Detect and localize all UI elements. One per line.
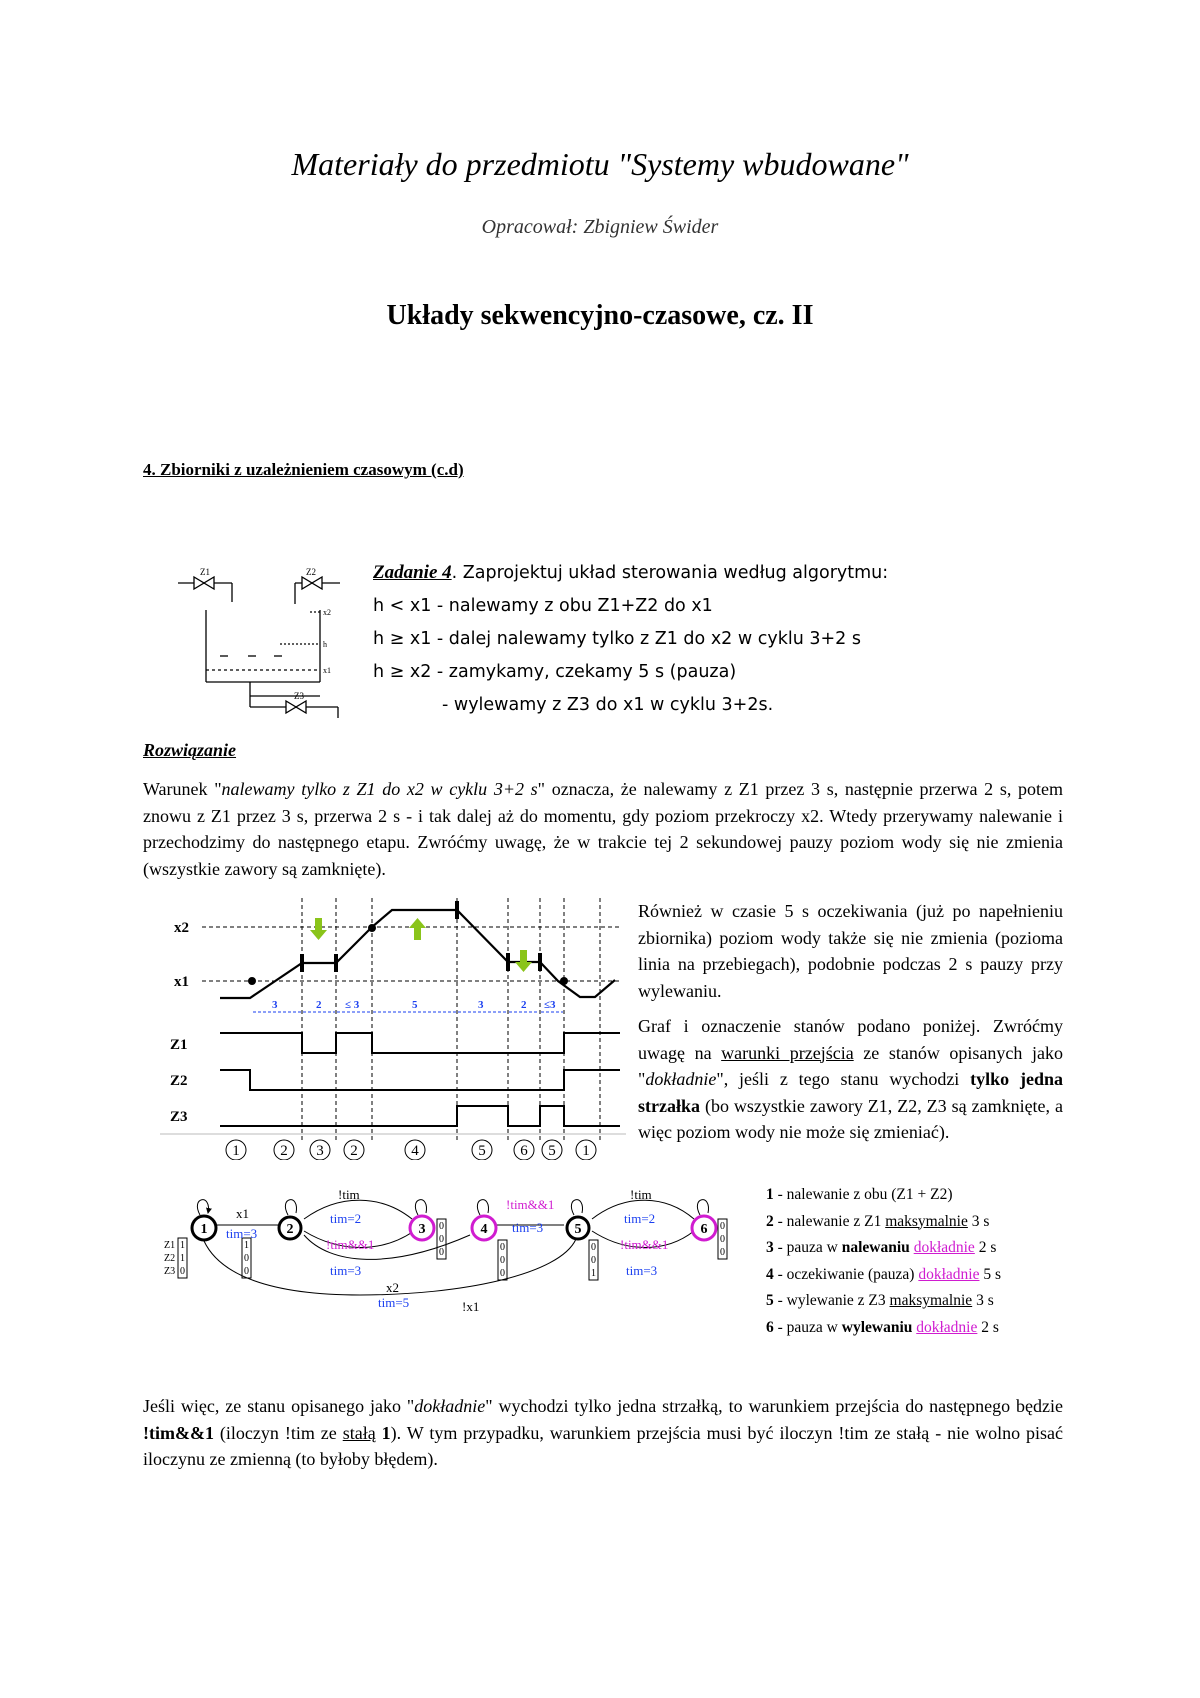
duration-label: ≤ 3 (345, 999, 360, 1011)
edge-label: tim=3 (626, 1263, 658, 1278)
state-marker: 5 (548, 1143, 556, 1159)
svg-text:0: 0 (180, 1266, 185, 1277)
svg-text:0: 0 (500, 1255, 505, 1266)
edge-label: tim=3 (226, 1226, 258, 1241)
edge-label: !tim&&1 (506, 1197, 555, 1212)
state-marker: 5 (478, 1143, 486, 1159)
legend-item-2: 2 - nalewanie z Z1 maksymalnie 3 s (766, 1212, 990, 1230)
section-title: 4. Zbiorniki z uzależnieniem czasowym (c.d) (143, 460, 464, 479)
svg-text:1: 1 (180, 1253, 185, 1264)
output-header: Z1 (164, 1240, 176, 1251)
svg-text:1: 1 (591, 1268, 596, 1279)
legend-item-5: 5 - wylewanie z Z3 maksymalnie 3 s (766, 1292, 994, 1309)
tank-label-h: h (323, 640, 327, 649)
document-title: Materiały do przedmiotu "Systemy wbudowane" (291, 146, 909, 182)
svg-text:0: 0 (439, 1247, 444, 1258)
legend (766, 1182, 1001, 1341)
duration-label: 3 (478, 999, 484, 1011)
svg-text:0: 0 (591, 1242, 596, 1253)
page-heading: Układy sekwencyjno-czasowe, cz. II (386, 300, 814, 331)
edge-label: !x1 (462, 1299, 480, 1314)
solution-label: Rozwiązanie (143, 740, 237, 760)
task-line-4: - wylewamy z Z3 do x1 w cyklu 3+2s. (442, 695, 774, 715)
svg-text:0: 0 (720, 1221, 725, 1232)
svg-text:1: 1 (244, 1240, 249, 1251)
output-header: Z2 (164, 1253, 176, 1264)
solution-paragraph-4: Jeśli więc, ze stanu opisanego jako "dokładnie" wychodzi tylko jedna strzałką, to warunkiem przejścia do następnego będzie !tim&&1 (iloczyn !tim ze stałą 1). W tym przypadku, warunkiem przejścia musi być iloczyn !tim ze stałą - nie wolno pisać iloczynu ze zmienną (to byłoby błędem). (143, 1396, 1063, 1469)
tank-label-z3: Z3 (294, 691, 304, 701)
svg-text:0: 0 (591, 1255, 596, 1266)
state-node-6: 6 (700, 1222, 708, 1237)
edge-label: !tim&&1 (326, 1237, 375, 1252)
state-node-4: 4 (480, 1222, 488, 1237)
tank-label-z1: Z1 (200, 567, 210, 577)
edge-label: tim=5 (378, 1295, 410, 1310)
signal-label-z2: Z2 (170, 1073, 188, 1089)
timing-diagram (160, 890, 630, 1160)
duration-label: 2 (521, 999, 527, 1011)
solution-paragraph-2: Również w czasie 5 s oczekiwania (już po napełnieniu zbiornika) poziom wody także się nie zmienia (pozioma linia na przebiegach), podobnie podczas 2 s pauzy przy wylewaniu. (638, 901, 1063, 1001)
state-node-2: 2 (286, 1222, 294, 1237)
svg-text:0: 0 (439, 1234, 444, 1245)
author-line: Opracował: Zbigniew Świder (481, 216, 719, 238)
task-label: Zadanie 4 (373, 562, 452, 583)
state-graph (160, 1185, 760, 1335)
edge-label: !tim&&1 (620, 1237, 669, 1252)
task-intro: Zadanie 4. Zaprojektuj układ sterowania według algorytmu: (373, 562, 889, 583)
edge-label: !tim (338, 1187, 360, 1202)
svg-text:0: 0 (720, 1234, 725, 1245)
legend-item-3: 3 - pauza w nalewaniu dokładnie 2 s (766, 1239, 997, 1256)
edge-label: x1 (236, 1206, 249, 1221)
duration-label: ≤3 (544, 999, 556, 1011)
duration-label: 5 (412, 999, 418, 1011)
edge-label: tim=3 (512, 1220, 544, 1235)
state-marker: 4 (411, 1143, 419, 1159)
svg-text:0: 0 (244, 1253, 249, 1264)
edge-label: !tim (630, 1187, 652, 1202)
conditions-link: warunki przejścia (721, 1042, 854, 1063)
tank-diagram (170, 560, 350, 730)
tank-label-x2: x2 (323, 608, 331, 617)
output-header: Z3 (164, 1266, 176, 1277)
tank-label-z2: Z2 (306, 567, 316, 577)
task-line-2: h ≥ x1 - dalej nalewamy tylko z Z1 do x2 w cyklu 3+2 s (373, 629, 861, 649)
edge-label: tim=3 (330, 1263, 362, 1278)
state-marker: 2 (350, 1143, 358, 1159)
state-marker: 2 (280, 1143, 288, 1159)
edge-label: x2 (386, 1280, 399, 1295)
level-x1: x1 (174, 974, 189, 990)
signal-label-z3: Z3 (170, 1109, 188, 1125)
duration-label: 3 (272, 999, 278, 1011)
legend-item-6: 6 - pauza w wylewaniu dokładnie 2 s (766, 1318, 999, 1336)
svg-text:0: 0 (500, 1242, 505, 1253)
edge-label: tim=2 (624, 1211, 656, 1226)
svg-text:1: 1 (180, 1240, 185, 1251)
state-node-5: 5 (574, 1222, 582, 1237)
duration-label: 2 (316, 999, 322, 1011)
state-marker: 3 (316, 1143, 324, 1159)
legend-item-1: 1 - nalewanie z obu (Z1 + Z2) (766, 1186, 953, 1203)
tank-label-x1: x1 (323, 666, 331, 675)
solution-paragraph-3: Graf i oznaczenie stanów podano poniżej. Zwróćmy uwagę na warunki przejścia ze stanów opisanych jako "dokładnie", jeśli z tego stanu wychodzi tylko jedna strzałka (bo wszystkie zawory Z1, Z2, Z3 są zamknięte, a więc poziom wody nie może się zmieniać). (638, 1016, 1063, 1142)
svg-text:0: 0 (244, 1266, 249, 1277)
solution-paragraph-1: Warunek "nalewamy tylko z Z1 do x2 w cyklu 3+2 s" oznacza, że nalewamy z Z1 przez 3 s, następnie przerwa 2 s, potem znowu z Z1 przez 3 s, przerwa 2 s - i tak dalej aż do momentu, gdy poziom przekroczy x2. Wtedy przerywamy nalewanie i przechodzimy do następnego etapu. Zwróćmy uwagę, że w trakcie tej 2 sekundowej pauzy poziom wody się nie zmienia (wszystkie zawory są zamknięte). (143, 779, 1063, 879)
svg-text:0: 0 (720, 1247, 725, 1258)
state-marker: 6 (520, 1143, 528, 1159)
state-marker: 1 (582, 1143, 590, 1159)
signal-label-z1: Z1 (170, 1037, 188, 1053)
state-node-3: 3 (418, 1222, 426, 1237)
state-marker: 1 (232, 1143, 240, 1159)
svg-text:0: 0 (500, 1268, 505, 1279)
task-line-3: h ≥ x2 - zamykamy, czekamy 5 s (pauza) (373, 662, 737, 682)
task-line-1: h < x1 - nalewamy z obu Z1+Z2 do x1 (373, 596, 713, 616)
state-node-1: 1 (200, 1222, 208, 1237)
edge-label: tim=2 (330, 1211, 362, 1226)
svg-text:0: 0 (439, 1221, 444, 1232)
level-x2: x2 (174, 920, 189, 936)
legend-item-4: 4 - oczekiwanie (pauza) dokładnie 5 s (766, 1265, 1002, 1283)
